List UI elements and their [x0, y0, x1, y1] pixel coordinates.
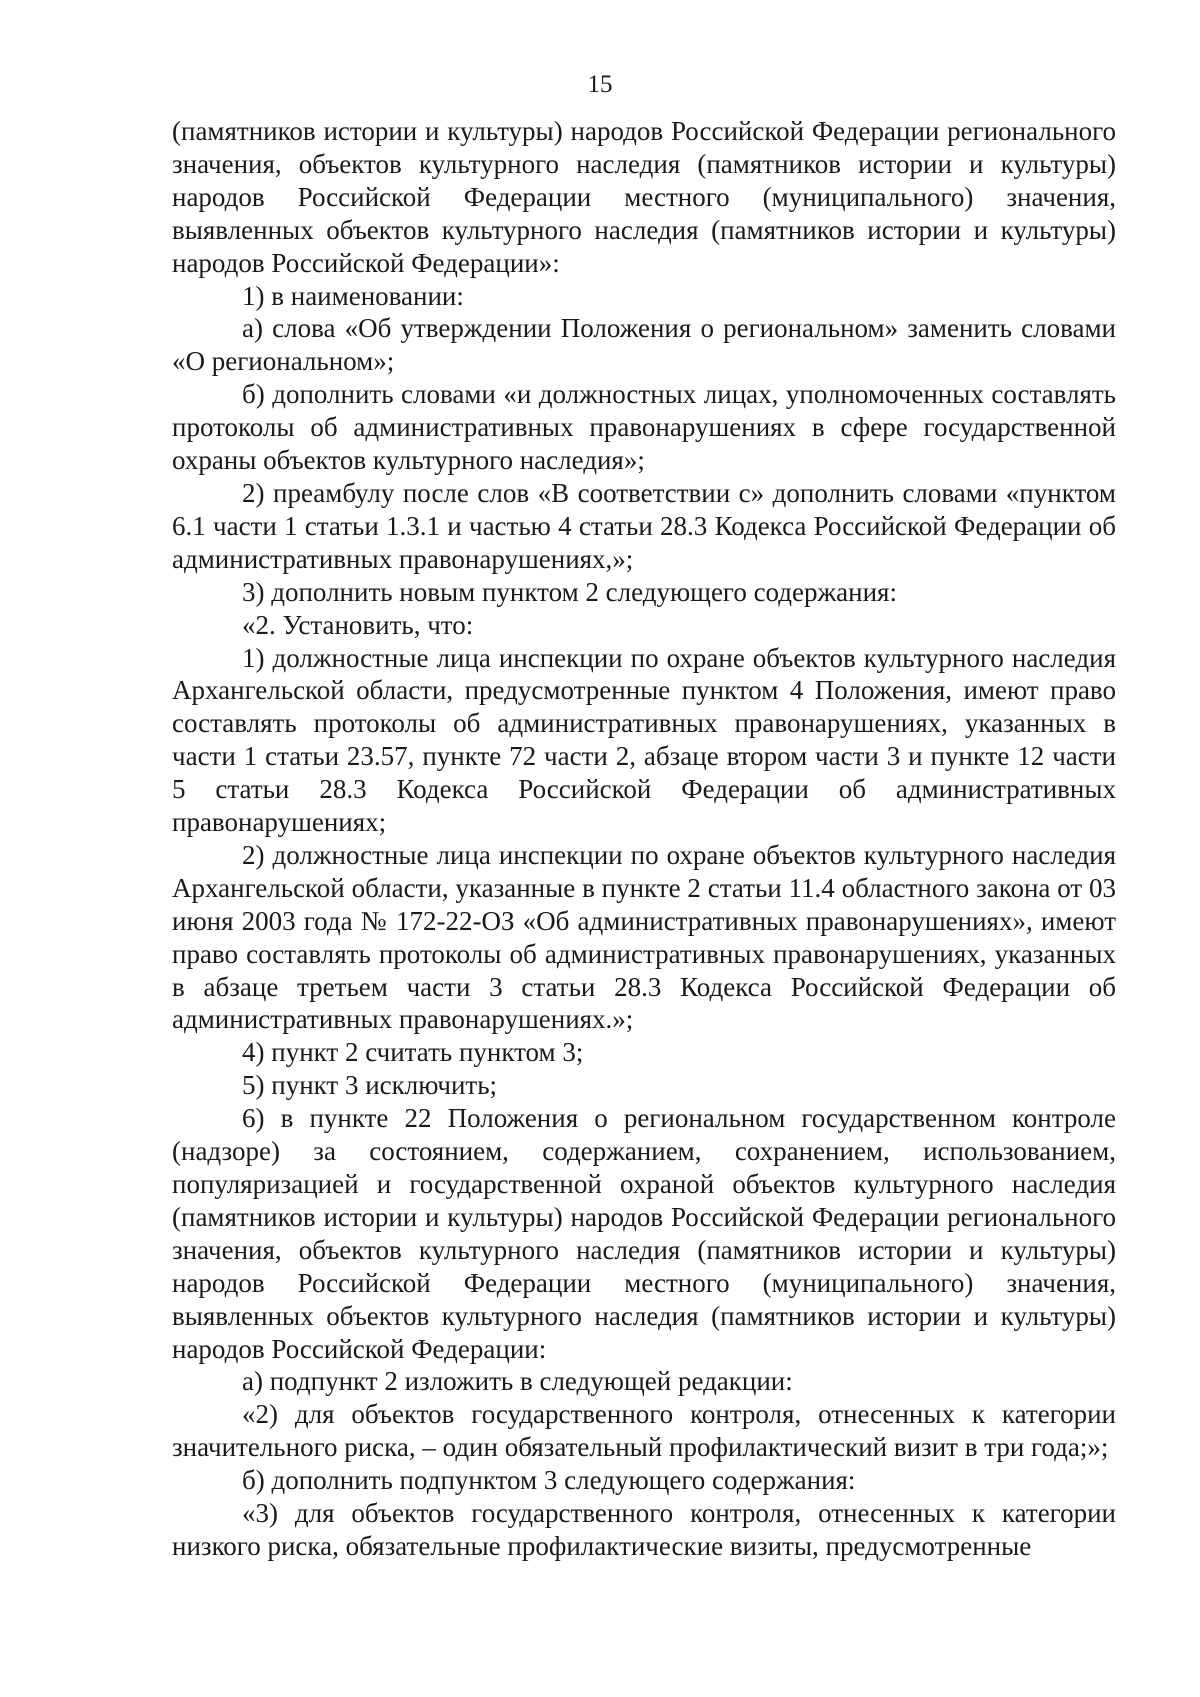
paragraph: 1) должностные лица инспекции по охране объектов культурного наследия Архангельской области, предусмотренные пунктом 4 Положения, имеют право составлять протоколы об административных правонарушениях, указанных в части 1 статьи 23.57, пункте 72 части 2, абзаце втором части 3 и пункте 12 части 5 статьи 28.3 Кодекса Российской Федерации об административных правонарушениях; [172, 642, 1116, 838]
paragraph: 5) пункт 3 исключить; [242, 1070, 498, 1101]
page-number: 15 [587, 71, 613, 98]
document-body [172, 115, 1116, 1563]
paragraph: 2) должностные лица инспекции по охране объектов культурного наследия Архангельской области, указанные в пункте 2 статьи 11.4 областного закона от 03 июня 2003 года № 172-22-ОЗ «Об административных правонарушениях», имеют право составлять протоколы об административных правонарушениях, указанных в абзаце третьем части 3 статьи 28.3 Кодекса Российской Федерации об административных правонарушениях.»; [172, 839, 1116, 1035]
paragraph: б) дополнить словами «и должностных лицах, уполномоченных составлять протоколы об административных правонарушениях в сфере государственной охраны объектов культурного наследия»; [172, 379, 1116, 476]
paragraph: «2. Установить, что: [242, 609, 474, 640]
paragraph: 2) преамбулу после слов «В соответствии с» дополнить словами «пунктом 6.1 части 1 статьи 1.3.1 и частью 4 статьи 28.3 Кодекса Российской Федерации об административных правонарушениях,»; [172, 477, 1116, 574]
paragraph: а) подпункт 2 изложить в следующей редакции: [242, 1366, 793, 1397]
paragraph: а) слова «Об утверждении Положения о региональном» заменить словами «О региональном»; [172, 313, 1116, 377]
paragraph: «2) для объектов государственного контроля, отнесенных к категории значительного риска, – один обязательный профилактический визит в три года;»; [172, 1399, 1116, 1463]
paragraph: б) дополнить подпунктом 3 следующего содержания: [242, 1465, 856, 1496]
paragraph: 3) дополнить новым пунктом 2 следующего содержания: [242, 576, 897, 607]
paragraph: 4) пункт 2 считать пунктом 3; [242, 1037, 584, 1068]
paragraph: «3) для объектов государственного контроля, отнесенных к категории низкого риска, обязательные профилактические визиты, предусмотренные [172, 1498, 1116, 1561]
paragraph: (памятников истории и культуры) народов Российской Федерации регионального значения, объектов культурного наследия (памятников истории и культуры) народов Российской Федерации местного (муниципального) значения, выявленных объектов культурного наследия (памятников истории и культуры) народов Российской Федерации»: [172, 116, 1116, 278]
paragraph: 1) в наименовании: [242, 280, 464, 311]
paragraph: 6) в пункте 22 Положения о региональном государственном контроле (надзоре) за состоянием, содержанием, сохранением, использованием, популяризацией и государственной охраной объектов культурного наследия (памятников истории и культуры) народов Российской Федерации регионального значения, объектов культурного наследия (памятников истории и культуры) народов Российской Федерации местного (муниципального) значения, выявленных объектов культурного наследия (памятников истории и культуры) народов Российской Федерации: [172, 1103, 1116, 1364]
